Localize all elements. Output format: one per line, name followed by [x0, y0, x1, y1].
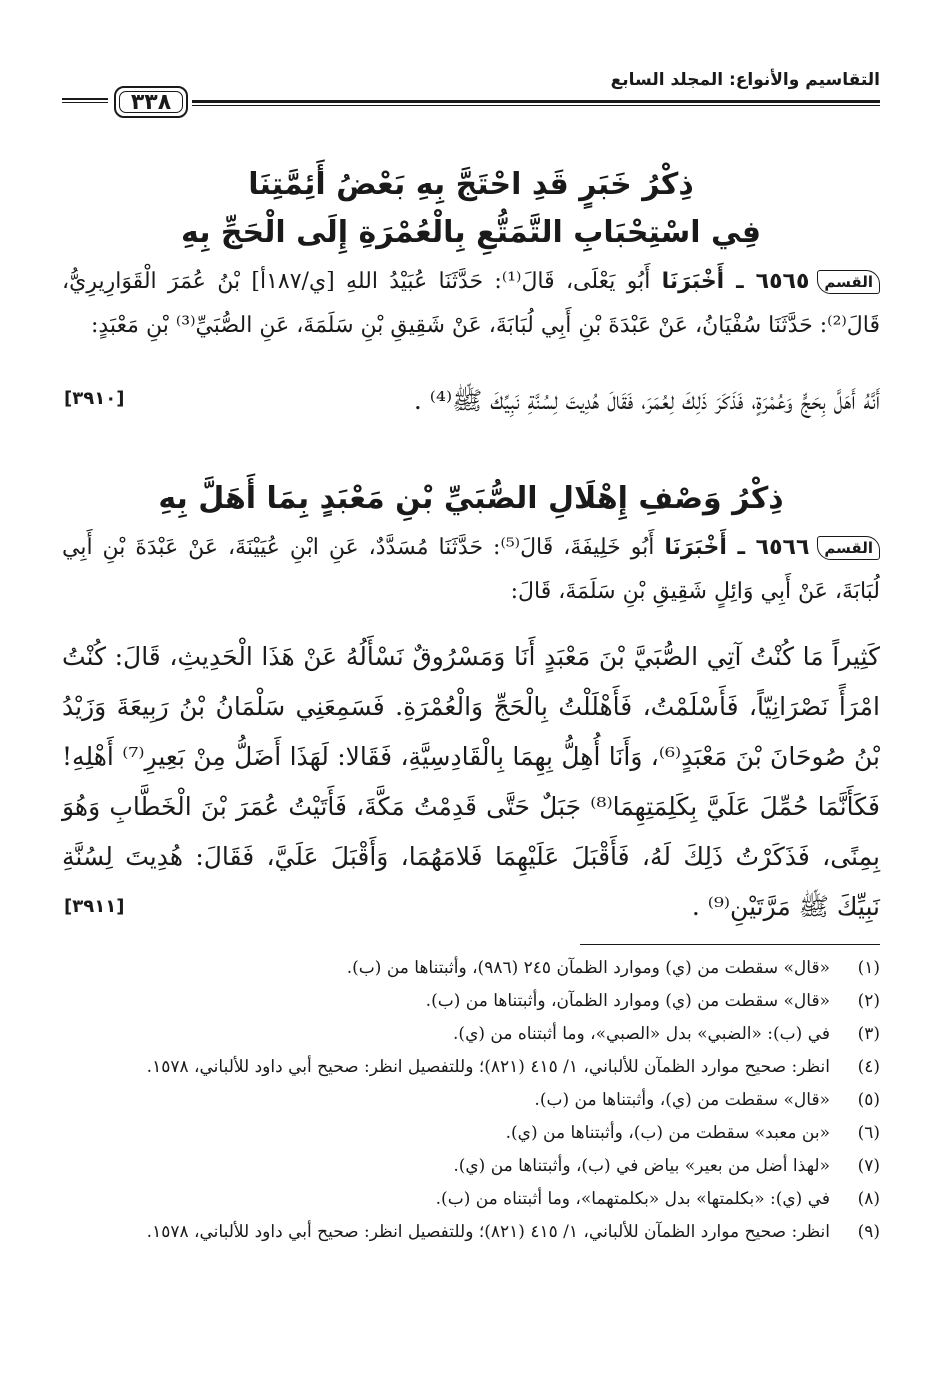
footnote: (٨) في (ي): «بكلمتها» بدل «بكلمتهما»، وما أثبتناه من (ب).	[435, 1189, 880, 1209]
hadith-1-isnad-text: أَبُو يَعْلَى، قَالَ⁽¹⁾: حَدَّثَنَا عُبَيْدُ اللهِ [ي/١٨٧أ] بْنُ عُمَرَ الْقَوَارِيرِيُّ، قَالَ⁽²⁾: حَدَّثَنَا سُفْيَانُ، عَنْ عَبْدَةَ بْنِ أَبِي لُبَابَةَ، عَنْ شَقِيقِ بْنِ سَلَمَةَ، عَنِ الصُّبَيِّ⁽³⁾ بْنِ مَعْبَدٍ:	[62, 269, 880, 338]
hadith-1-isnad	[62, 260, 880, 348]
hadith-2-isnad-text: أَبُو خَلِيفَةَ، قَالَ⁽⁵⁾: حَدَّثَنَا مُسَدَّدٌ، عَنِ ابْنِ عُيَيْنَةَ، عَنْ عَبْدَةَ بْنِ أَبِي لُبَابَةَ، عَنْ أَبِي وَائِلٍ شَقِيقِ بْنِ سَلَمَةَ، قَالَ:	[62, 535, 880, 604]
section-badge-icon: القسم	[817, 536, 880, 560]
chapter-title-2: ذِكْرُ وَصْفِ إِهْلَالِ الصُّبَيِّ بْنِ مَعْبَدٍ بِمَا أَهَلَّ بِهِ	[158, 481, 784, 516]
footnote: (٣) في (ب): «الضبي» بدل «الصبي»، وما أثبتناه من (ي).	[453, 1024, 880, 1044]
footnote: (٦) «بن معبد» سقطت من (ب)، وأثبتناها من (ي).	[505, 1123, 880, 1143]
footnote: (١) «قال» سقطت من (ي) وموارد الظمآن ٢٤٥ (٩٨٦)، وأثبتناها من (ب).	[346, 958, 880, 978]
footnote: (٧) «لهذا أضل من بعير» بياض في (ب)، وأثبتناها من (ي).	[453, 1156, 880, 1176]
footnote-separator	[580, 944, 880, 945]
footnote: (٤) انظر: صحيح موارد الظمآن للألباني، ١/ ٤١٥ (٨٢١)؛ وللتفصيل انظر: صحيح أبي داود للألباني، ١٥٧٨.	[146, 1057, 880, 1077]
hadith-1-reference: [٣٩١٠]	[64, 388, 125, 409]
running-header-title: التقاسيم والأنواع: المجلد السابع	[610, 70, 880, 90]
hadith-2-matn: كَثِيراً مَا كُنْتُ آتِي الصُّبَيَّ بْنَ مَعْبَدٍ أَنَا وَمَسْرُوقٌ نَسْأَلُهُ عَنْ هَذَا الْحَدِيثِ، قَالَ: كُنْتُ امْرَأً نَصْرَانِيّاً، فَأَسْلَمْتُ، فَأَهْلَلْتُ بِالْحَجِّ وَالْعُمْرَةِ. فَسَمِعَنِي سَلْمَانُ بْنُ رَبِيعَةَ وَزَيْدُ بْنُ صُوحَانَ بْنَ مَعْبَدٍ⁽⁶⁾، وَأَنَا أُهِلُّ بِهِمَا بِالْقَادِسِيَّةِ، فَقَالا: لَهَذَا أَضَلُّ مِنْ بَعِيرِ⁽⁷⁾ أَهْلِهِ! فَكَأَنَّمَا حُمِّلَ عَلَيَّ بِكَلِمَتِهِمَا⁽⁸⁾ جَبَلٌ حَتَّى قَدِمْتُ مَكَّةَ، فَأَتَيْتُ عُمَرَ بْنَ الْخَطَّابِ وَهُوَ بِمِنًى، فَذَكَرْتُ ذَلِكَ لَهُ، فَأَقْبَلَ عَلَيْهِمَا فَلامَهُمَا، وَأَقْبَلَ عَلَيَّ، فَقَالَ: هُدِيتَ لِسُنَّةِ نَبِيِّكَ ﷺ مَرَّتَيْنِ⁽⁹⁾ .	[62, 642, 880, 921]
footnotes	[62, 952, 880, 1249]
hadith-2-isnad	[62, 526, 880, 614]
hadith-2-reference: [٣٩١١]	[64, 896, 125, 917]
section-badge-icon: القسم	[817, 270, 880, 294]
hadith-1-matn: أَنَّهُ أَهَلَّ بِحَجٍّ وَعُمْرَةٍ، فَذَكَرَ ذَلِكَ لِعُمَرَ، فَقَالَ هُدِيتَ لِسُنَّةِ نَبِيِّكَ ﷺ⁽⁴⁾ .	[413, 386, 880, 415]
footnote: (٢) «قال» سقطت من (ي) وموارد الظمآن، وأثبتناها من (ب).	[425, 991, 880, 1011]
hadith-2-number: ٦٥٦٦ ـ أَخْبَرَنَا	[664, 535, 810, 560]
chapter-title-1-line-1: ذِكْرُ خَبَرٍ قَدِ احْتَجَّ بِهِ بَعْضُ أَئِمَّتِنَا	[248, 167, 694, 202]
page-number: ٣٣٨	[130, 89, 172, 115]
running-header	[62, 68, 880, 118]
page-number-box	[114, 86, 188, 118]
footnote: (٩) انظر: صحيح موارد الظمآن للألباني، ١/ ٤١٥ (٨٢١)؛ وللتفصيل انظر: صحيح أبي داود للألباني، ١٥٧٨.	[146, 1222, 880, 1242]
header-rule	[192, 100, 880, 106]
chapter-title-1-line-2: فِي اسْتِحْبَابِ التَّمَتُّعِ بِالْعُمْرَةِ إِلَى الْحَجِّ بِهِ	[181, 215, 761, 250]
footnote: (٥) «قال» سقطت من (ي)، وأثبتناها من (ب).	[534, 1090, 880, 1110]
header-rule-left	[62, 98, 108, 103]
hadith-1-number: ٦٥٦٥ ـ أَخْبَرَنَا	[661, 269, 810, 294]
